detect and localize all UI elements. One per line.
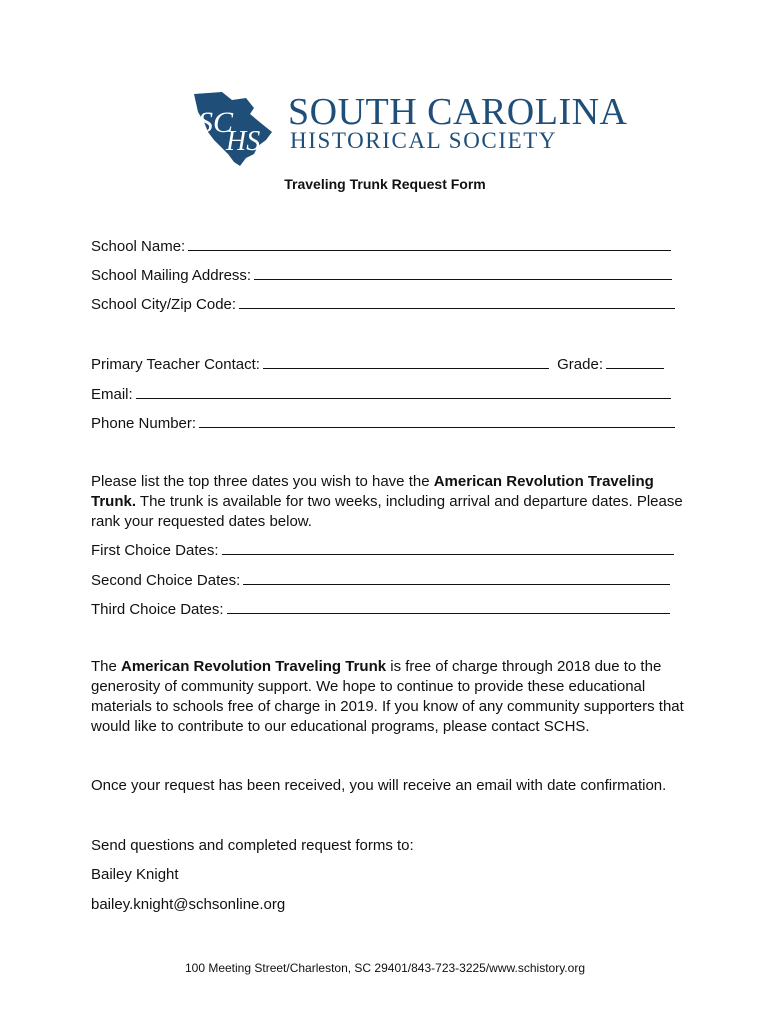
south-carolina-state-icon xyxy=(188,88,280,168)
footer-address: 100 Meeting Street/Charleston, SC 29401/843-723-3225/www.schistory.org xyxy=(184,961,585,975)
svg-text:HS: HS xyxy=(226,126,261,157)
contact-name: Bailey Knight xyxy=(91,866,179,883)
primary-teacher-input-line[interactable] xyxy=(263,354,549,369)
phone-field xyxy=(91,413,675,433)
svg-text:SC: SC xyxy=(198,106,234,139)
logo-title: SOUTH CAROLINA xyxy=(288,91,628,133)
charge-note-paragraph: The American Revolution Traveling Trunk is free of charge through 2018 due to the generosity of community support. We hope to continue to provide these educational materials to schools free of charge in 2019. If you know of any community supporters that would like to contribute to our educational programs, please contact SCHS. xyxy=(91,658,684,735)
school-name-input-line[interactable] xyxy=(188,236,671,251)
phone-label: Phone Number: xyxy=(91,415,197,432)
confirmation-text: Once your request has been received, you will receive an email with date confirmation. xyxy=(91,777,667,794)
dates-intro-paragraph: Please list the top three dates you wish to have the American Revolution Traveling Trunk. The trunk is available for two weeks, including arrival and departure dates. Please rank your requested dates below. xyxy=(91,473,683,530)
school-city-zip-field xyxy=(91,294,675,314)
first-choice-field xyxy=(91,540,674,560)
school-name-label: School Name: xyxy=(91,238,186,255)
schs-logo xyxy=(188,88,628,168)
contact-intro: Send questions and completed request forms to: xyxy=(91,837,414,854)
first-choice-label: First Choice Dates: xyxy=(91,542,219,559)
school-mailing-label: School Mailing Address: xyxy=(91,267,252,284)
school-mailing-field xyxy=(91,265,672,285)
second-choice-input-line[interactable] xyxy=(243,570,670,585)
third-choice-field xyxy=(91,599,670,619)
school-mailing-input-line[interactable] xyxy=(254,265,672,280)
third-choice-input-line[interactable] xyxy=(227,599,670,614)
grade-label: Grade: xyxy=(557,356,603,373)
email-input-line[interactable] xyxy=(136,384,671,399)
email-field xyxy=(91,384,671,404)
grade-input-line[interactable] xyxy=(606,354,664,369)
contact-email: bailey.knight@schsonline.org xyxy=(91,896,286,913)
school-city-zip-input-line[interactable] xyxy=(239,294,675,309)
email-label: Email: xyxy=(91,386,133,403)
school-name-field xyxy=(91,236,671,256)
second-choice-field xyxy=(91,570,670,590)
primary-teacher-field xyxy=(91,354,664,374)
school-city-zip-label: School City/Zip Code: xyxy=(91,296,237,313)
third-choice-label: Third Choice Dates: xyxy=(91,601,224,618)
first-choice-input-line[interactable] xyxy=(222,540,674,555)
primary-teacher-label: Primary Teacher Contact: xyxy=(91,356,260,373)
second-choice-label: Second Choice Dates: xyxy=(91,572,241,589)
phone-input-line[interactable] xyxy=(199,413,675,428)
logo-subtitle: HISTORICAL SOCIETY xyxy=(290,128,558,153)
form-title: Traveling Trunk Request Form xyxy=(284,176,486,192)
